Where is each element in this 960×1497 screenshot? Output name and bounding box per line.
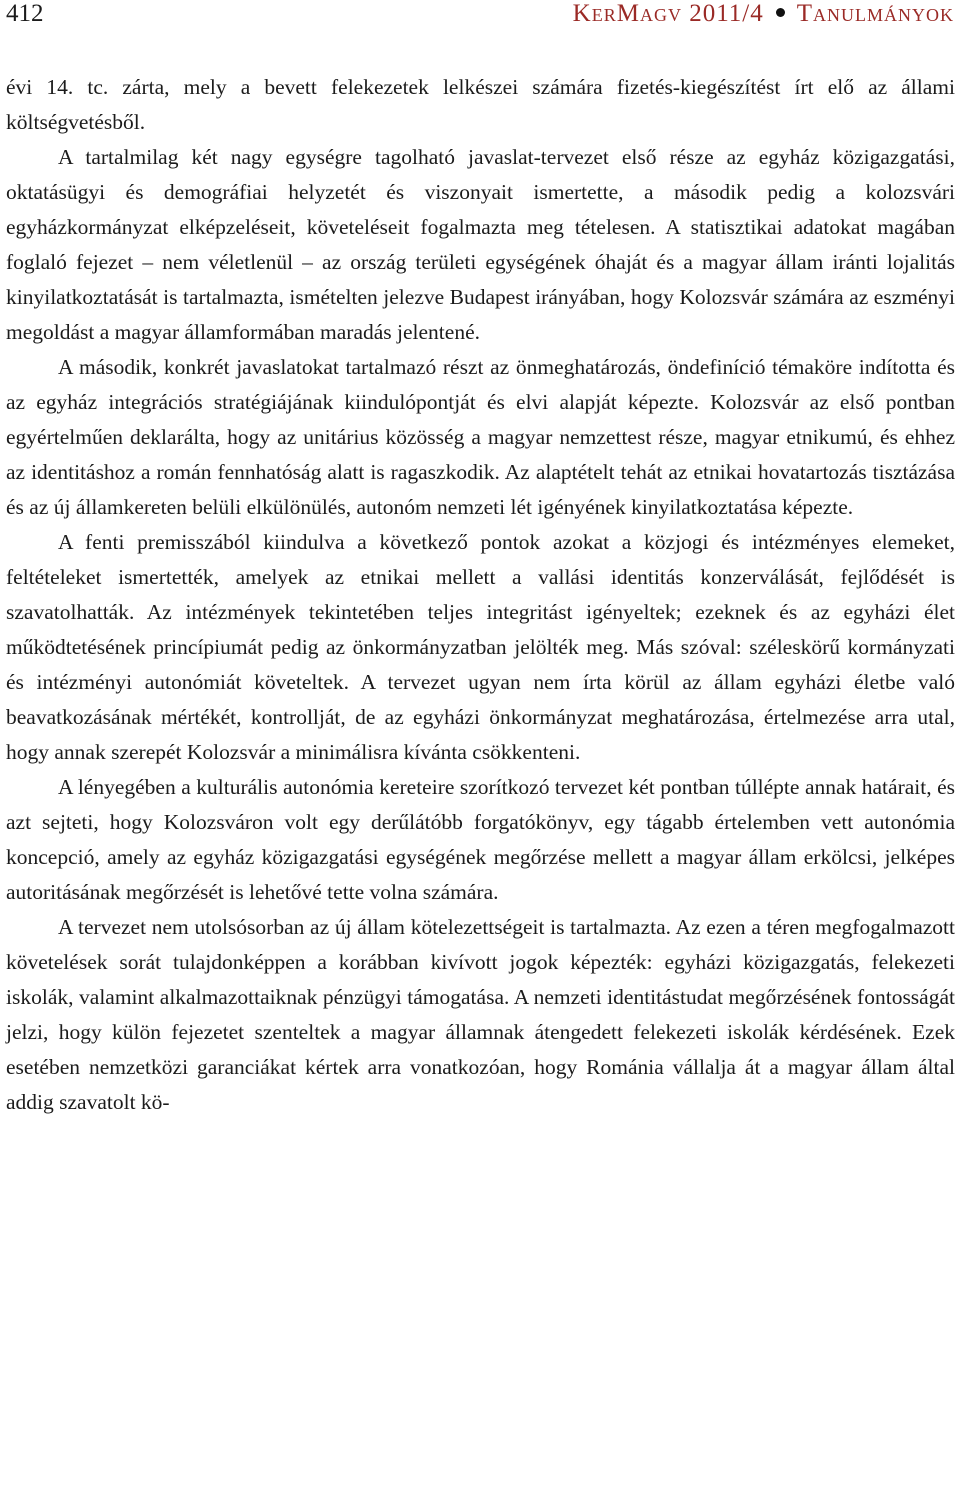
- paragraph: A tervezet nem utolsósorban az új állam kötelezettségeit is tartalmazta. Az ezen a téren megfogalmazott követelések sorát tulajdonképpen a korábban kivívott jogok képezték: egyházi közigazgatás, felekezeti iskolák, valamint alkalmazottaiknak pénzügyi támogatása. A nemzeti identitástudat megőrzésének fontosságát jelzi, hogy külön fejezetet szenteltek a magyar államnak átengedett felekezeti iskolák kérdésének. Ezek esetében nemzetközi garanciákat kértek arra vonatkozóan, hogy Románia vállalja át a magyar állam által addig szavatolt kö-: [6, 915, 955, 1114]
- paragraph: A tartalmilag két nagy egységre tagolható javaslat-tervezet első része az egyház közigazgatási, oktatásügyi és demográfiai helyzetét és viszonyait ismertette, a második pedig a kolozsvári egyházkormányzat elképzeléseit, követeléseit fogalmazta meg tételesen. A statisztikai adatokat magában foglaló fejezet – nem véletlenül – az ország területi egységének óhaját és a magyar állam iránti lojalitás kinyilatkoztatását is tartalmazta, ismételten jelezve Budapest irányában, hogy Kolozsvár számára az eszményi megoldást a magyar államformában maradás jelentené.: [6, 145, 955, 344]
- section-title: Tanulmányok: [796, 0, 954, 27]
- journal-title: KerMagv 2011/4: [572, 0, 764, 27]
- bullet-separator-icon: [776, 8, 785, 17]
- page-header: [6, 0, 954, 40]
- paragraph: A fenti premisszából kiindulva a következő pontok azokat a közjogi és intézményes elemeket, feltételeket ismertették, amelyek az etnikai mellett a vallási identitás konzerválását, fejlődését is szavatolhatták. Az intézmények tekintetében teljes integritást igényeltek; ezeknek és az egyházi élet működtetésének princípiumát pedig az önkormányzatban jelölték meg. Más szóval: széleskörű kormányzati és intézményi autonómiát követeltek. A tervezet ugyan nem írta körül az állam egyházi életbe való beavatkozásának mértékét, kontrollját, de az egyházi önkormányzat meghatározása, értelmezése arra utal, hogy annak szerepét Kolozsvár a minimálisra kívánta csökkenteni.: [6, 530, 955, 764]
- paragraph: A második, konkrét javaslatokat tartalmazó részt az önmeghatározás, öndefiníció témaköre indította és az egyház integrációs stratégiájának kiindulópontját és elvi alapját képezte. Kolozsvár az első pontban egyértelműen deklarálta, hogy az unitárius közösség a magyar nemzettest része, magyar etnikumú, és ehhez az identitáshoz a román fennhatóság alatt is ragaszkodik. Az alaptételt tehát az etnikai hovatartozás tisztázása és az új államkereten belüli elkülönülés, autonóm nemzeti lét igényének kinyilatkoztatása képezte.: [6, 355, 955, 519]
- article-body: [6, 70, 955, 1120]
- page-number: 412: [6, 0, 44, 27]
- paragraph-continuation: évi 14. tc. zárta, mely a bevett felekezetek lelkészei számára fizetés-kiegészítést írt elő az állami költségvetésből.: [6, 75, 955, 134]
- running-head: [573, 0, 954, 28]
- paragraph: A lényegében a kulturális autonómia kereteire szorítkozó tervezet két pontban túllépte annak határait, és azt sejteti, hogy Kolozsváron volt egy derűlátóbb forgatókönyv, egy tágabb értelemben vett autonómia koncepció, amely az egyház közigazgatási egységének megőrzése mellett a magyar állam erkölcsi, jelképes autoritásának megőrzését is lehetővé tette volna számára.: [6, 775, 955, 904]
